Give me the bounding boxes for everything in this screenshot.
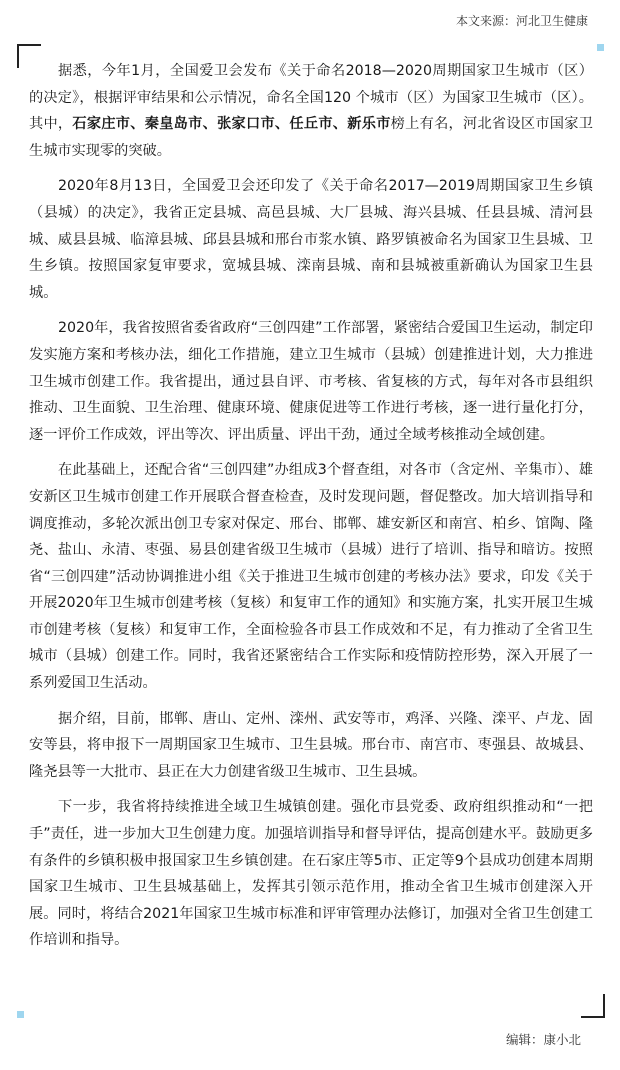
article-body [29,58,593,963]
paragraph-1-text-b: 榜上有名，河北省设区市国家卫生城市实现零的突破。 [29,116,593,159]
city-qinhuangdao: 秦皇岛市 [144,116,203,133]
paragraph-2: 2020年8月13日，全国爱卫会还印发了《关于命名2017—2019周期国家卫生乡镇（县城）的决定》，我省正定县城、高邑县城、大厂县城、海兴县城、任县县城、清河县城、威县县城、临漳县城、邱县县城和邢台市浆水镇、路罗镇被命名为国家卫生县城、卫生乡镇。按照国家复审要求，宽城县城、滦南县城、南和县城被重新确认为国家卫生县城。 [29,178,593,301]
city-xinle: 新乐市 [347,116,391,133]
city-shijiazhuang: 石家庄市 [72,116,131,133]
paragraph-1-text-a: 据悉，今年1月，全国爱卫会发布《关于命名2018—2020周期国家卫生城市（区）的决定》，根据评审结果和公示情况，命名全国120 个城市（区）为国家卫生城市（区）。其中， [29,63,593,133]
paragraph-4: 在此基础上，还配合省“三创四建”办组成3个督查组，对各市（含定州、辛集市）、雄安新区卫生城市创建工作开展联合督查检查，及时发现问题，督促整改。加大培训指导和调度推动，多轮次派出创卫专家对保定、邢台、邯郸、雄安新区和南宫、柏乡、馆陶、隆尧、盐山、永清、枣强、易县创建省级卫生城市（县城）进行了培训、指导和暗访。按照省“三创四建”活动协调推进小组《关于推进卫生城市创建的考核办法》要求，印发《关于开展2020年卫生城市创建考核（复核）和复审工作的通知》和实施方案，扎实开展卫生城市创建考核（复核）和复审工作，全面检验各市县工作成效和不足，有力推动了全省卫生城市（县城）创建工作。同时，我省还紧密结合工作实际和疫情防控形势，深入开展了一系列爱国卫生活动。 [29,462,593,692]
city-renqiu: 任丘市 [289,116,333,133]
editor-credit: 编辑：康小北 [505,1032,581,1047]
paragraph-3: 2020年，我省按照省委省政府“三创四建”工作部署，紧密结合爱国卫生运动，制定印发实施方案和考核办法，细化工作措施，建立卫生城市（县城）创建推进计划，大力推进卫生城市创建工作。我省提出，通过县自评、市考核、省复核的方式，每年对各市县组织推动、卫生面貌、卫生治理、健康环境、健康促进等工作进行考核，逐一进行量化打分，逐一评价工作成效，评出等次、评出质量、评出干劲，通过全域考核推动全域创建。 [29,320,593,443]
decor-square-top-right [597,44,604,51]
paragraph-5: 据介绍，目前，邯郸、唐山、定州、滦州、武安等市，鸡泽、兴隆、滦平、卢龙、固安等县，将申报下一周期国家卫生城市、卫生县城。邢台市、南宫市、枣强县、故城县、隆尧县等一大批市、县正在大力创建省级卫生城市、卫生县城。 [29,710,593,780]
city-zhangjiakou: 张家口市 [217,116,275,133]
article-source: 本文来源：河北卫生健康 [455,14,588,28]
paragraph-6: 下一步，我省将持续推进全域卫生城镇创建。强化市县党委、政府组织推动和“一把手”责任，进一步加大卫生创建力度。加强培训指导和督导评估，提高创建水平。鼓励更多有条件的乡镇积极申报国家卫生乡镇创建。在石家庄等5市、正定等9个县成功创建本周期国家卫生城市、卫生县城基础上，发挥其引领示范作用，推动全省卫生城市创建深入开展。同时，将结合2021年国家卫生城市标准和评审管理办法修订，加强对全省卫生创建工作培训和指导。 [29,799,593,949]
paragraph-1: 据悉，今年1月，全国爱卫会发布《关于命名2018—2020周期国家卫生城市（区）的决定》，根据评审结果和公示情况，命名全国120 个城市（区）为国家卫生城市（区）。其中，石家庄市、秦皇岛市、张家口市、任丘市、新乐市榜上有名，河北省设区市国家卫生城市实现零的突破。 [29,63,593,159]
decor-square-bottom-left [17,1011,24,1018]
corner-bracket-bottom-right [581,994,605,1018]
